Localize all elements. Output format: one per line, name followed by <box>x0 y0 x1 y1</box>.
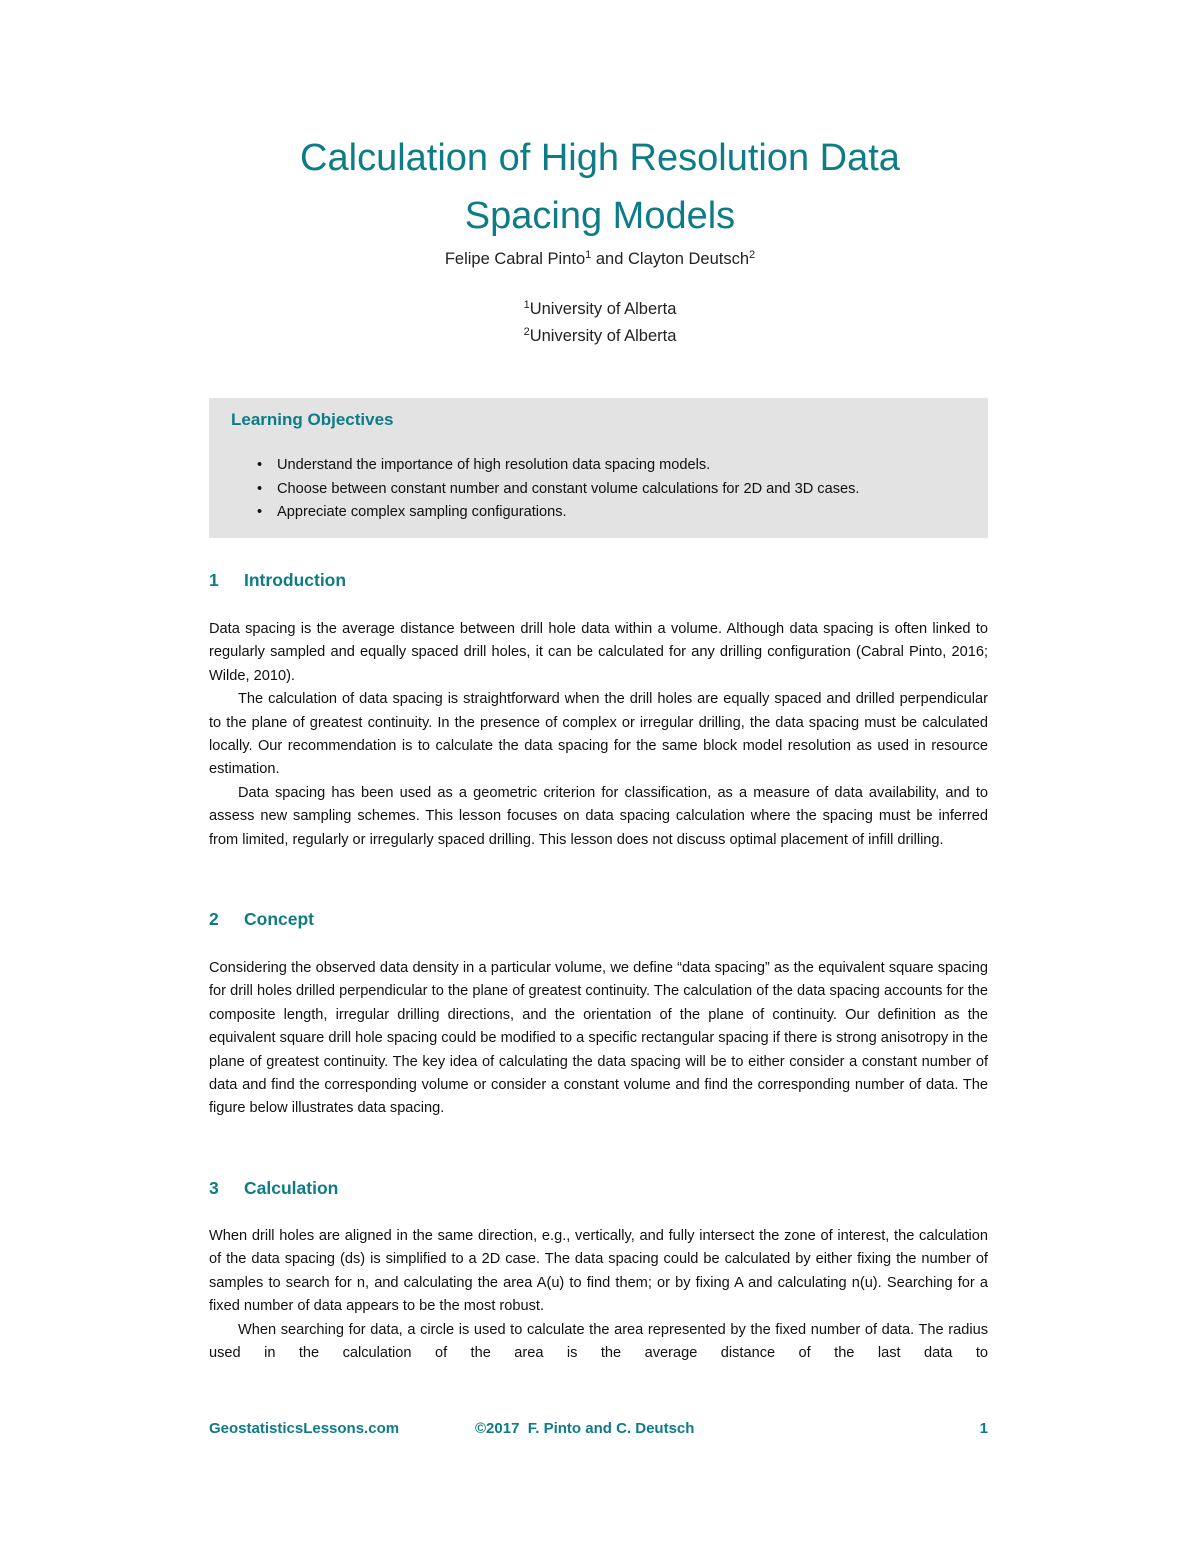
affiliations <box>200 296 1000 350</box>
learning-objectives-box <box>209 398 988 538</box>
footer-site-link[interactable]: GeostatisticsLessons.com <box>209 1420 400 1437</box>
author-1-sup: 1 <box>585 249 592 261</box>
footer-copyright: ©2017 F. Pinto and C. Deutsch <box>475 1420 695 1437</box>
paper-title <box>150 129 1050 245</box>
section-title: Introduction <box>244 570 347 590</box>
section-body-introduction <box>209 618 988 852</box>
section-body-calculation <box>209 1225 988 1365</box>
paragraph: Considering the observed data density in a particular volume, we define “data spacing” as the equivalent square spacing for drill holes drilled perpendicular to the plane of greatest continuity. The calculation of the data spacing accounts for the composite length, irregular drilling directions, and the orientation of the plane of continuity. Our definition as the equivalent square drill hole spacing could be modified to a specific rectangular spacing if there is strong anisotropy in the plane of greatest continuity. The key idea of calculating the data spacing will be to either consider a constant number of data and find the corresponding volume or consider a constant volume and find the corresponding number of data. The figure below illustrates data spacing. <box>209 960 988 1117</box>
affiliation-2-sup: 2 <box>523 326 530 338</box>
paragraph: Data spacing is the average distance between drill hole data within a volume. Although data spacing is often linked to regularly sampled and equally spaced drill holes, it can be calculated for any drilling configuration (Cabral Pinto, 2016; Wilde, 2010). <box>209 621 988 684</box>
paragraph: Data spacing has been used as a geometric criterion for classification, as a measure of data availability, and to assess new sampling schemes. This lesson focuses on data spacing calculation where the spacing must be inferred from limited, regularly or irregularly spaced drilling. This lesson does not discuss optimal placement of infill drilling. <box>209 784 988 848</box>
section-heading-introduction <box>209 570 346 591</box>
section-heading-calculation <box>209 1178 338 1199</box>
author-conjunction: and <box>591 250 628 268</box>
author-list <box>200 250 1000 269</box>
objectives-heading: Learning Objectives <box>231 410 394 429</box>
section-number: 1 <box>209 570 219 590</box>
affiliation-1 <box>200 296 1000 323</box>
author-1: Felipe Cabral Pinto <box>444 250 586 268</box>
affiliation-2-name: University of Alberta <box>529 327 677 345</box>
paragraph: When drill holes are aligned in the same direction, e.g., vertically, and fully intersect the zone of interest, the calculation of the data spacing (ds) is simplified to a 2D case. The data spacing could be calculated by either fixing the number of samples to search for n, and calculating the area A(u) to find them; or by fixing A and calculating n(u). Searching for a fixed number of data appears to be the most robust. <box>209 1228 988 1315</box>
affiliation-2 <box>200 323 1000 350</box>
title-line-1: Calculation of High Resolution Data <box>300 137 900 180</box>
affiliation-1-sup: 1 <box>523 299 530 311</box>
author-2-sup: 2 <box>749 249 756 261</box>
section-number: 2 <box>209 909 219 929</box>
objective-item: • Choose between constant number and constant volume calculations for 2D and 3D cases. <box>257 478 966 502</box>
objectives-list <box>231 454 966 525</box>
objective-item: • Appreciate complex sampling configurations. <box>257 501 966 525</box>
section-title: Calculation <box>244 1178 339 1198</box>
objective-item: • Understand the importance of high resolution data spacing models. <box>257 454 966 478</box>
section-number: 3 <box>209 1178 219 1198</box>
footer-page-number: 1 <box>979 1420 988 1437</box>
section-heading-concept <box>209 909 314 930</box>
affiliation-1-name: University of Alberta <box>529 300 677 318</box>
author-2: Clayton Deutsch <box>627 250 750 268</box>
title-line-2: Spacing Models <box>464 195 736 238</box>
paragraph: The calculation of data spacing is straightforward when the drill holes are equally spaced and drilled perpendicular to the plane of greatest continuity. In the presence of complex or irregular drilling, the data spacing must be calculated locally. Our recommendation is to calculate the data spacing for the same block model resolution as used in resource estimation. <box>209 691 988 778</box>
section-body-concept <box>209 957 988 1121</box>
section-title: Concept <box>244 909 314 929</box>
paragraph: When searching for data, a circle is used to calculate the area represented by the fixed number of data. The radius used in the calculation of the area is the average distance of the last data to <box>209 1321 988 1362</box>
